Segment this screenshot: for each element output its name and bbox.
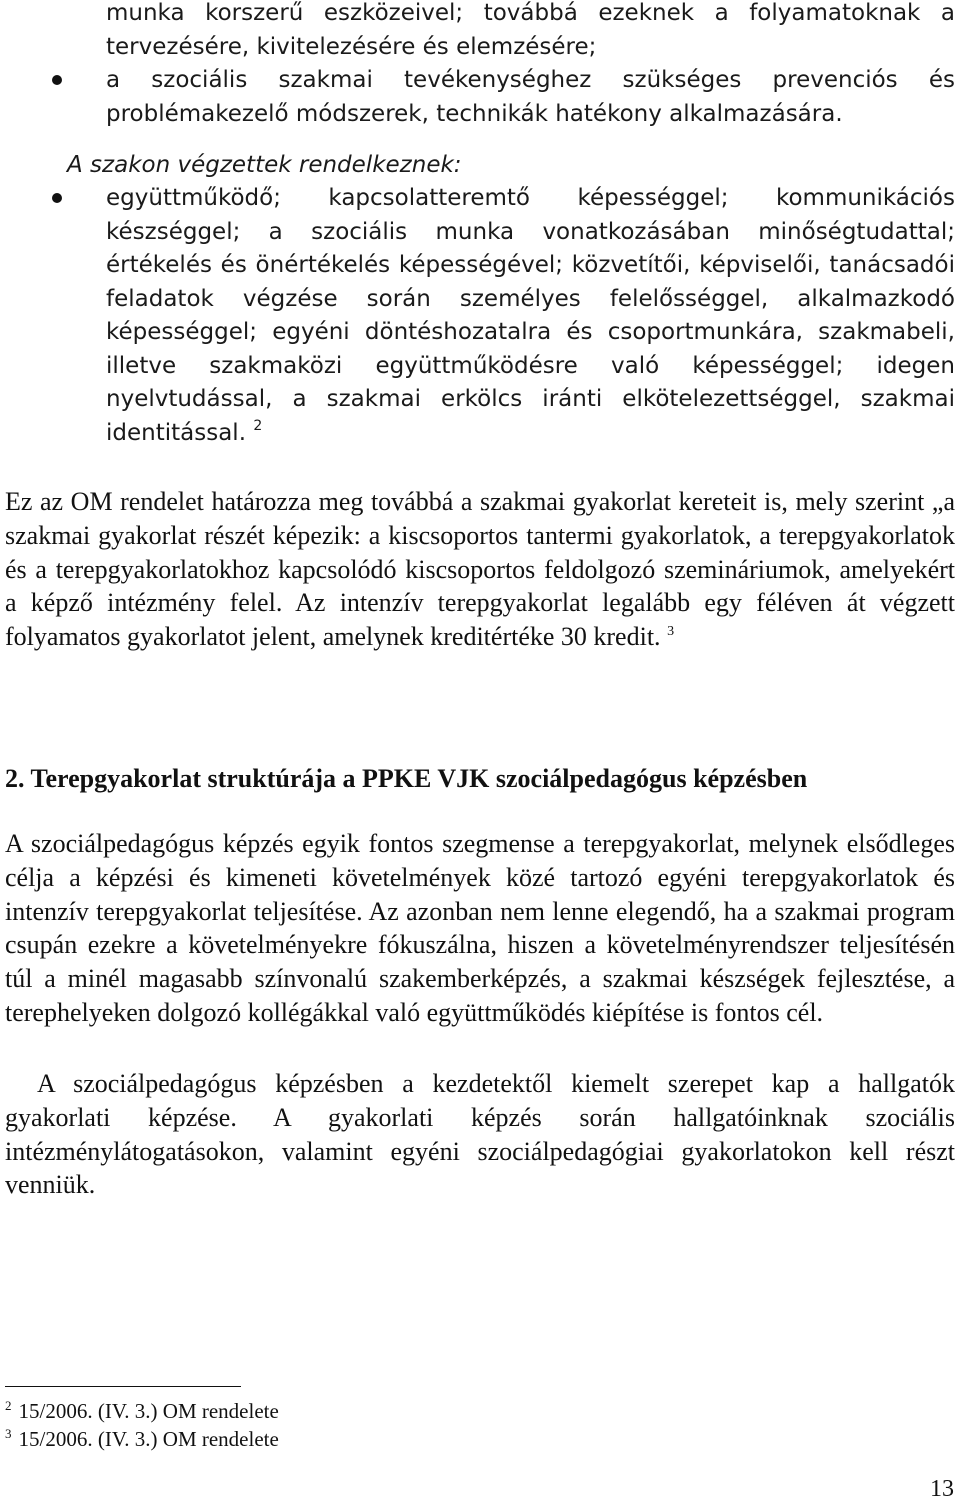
- intro-text: A szakon végzettek rendelkeznek:: [67, 152, 462, 178]
- footnote: [5, 1426, 279, 1452]
- footnote-divider: [5, 1386, 241, 1387]
- requirements-list-top: [0, 0, 955, 131]
- list-item-text: együttműködő; kapcsolatteremtő képességgel; kommunikációs készséggel; a szociális munka vonatkozásában minőségtudattal; értékelés és önértékelés képességével; közvetítői, képviselői, tanácsadói feladatok végzése során személyes felelősséggel, alkalmazkodó képességgel; egyéni döntéshozatalra és csoportmunkára, szakmabeli, illetve szakmaközi együttműködésre való képességgel; idegen nyelvtudással, a szakmai erkölcs iránti elkötelezettséggel, szakmai identitással.: [106, 185, 955, 446]
- footnote-number: 2: [5, 1398, 12, 1413]
- footnote-text: 15/2006. (IV. 3.) OM rendelete: [18, 1399, 279, 1423]
- footnote-ref: 2: [253, 417, 263, 434]
- footnote: [5, 1398, 279, 1424]
- footnote-text: 15/2006. (IV. 3.) OM rendelete: [18, 1427, 279, 1451]
- list-item: [0, 182, 955, 450]
- list-item-text: a szociális szakmai tevékenységhez szükséges prevenciós és problémakezelő módszerek, technikák hatékony alkalmazására.: [106, 67, 955, 127]
- list-item-continuation: [0, 0, 955, 64]
- paragraph-text: Ez az OM rendelet határozza meg továbbá a szakmai gyakorlat kereteit is, mely szerint „a szakmai gyakorlat részét képezik: a kiscsoportos tantermi gyakorlatok, a terepgyakorlatok és a terepgyakorlatokhoz kapcsolódó kiscsoportos feldolgozó szemináriumok, amelyekért a képző intézmény felel. Az intenzív terepgyakorlat legalább egy féléven át végzett folyamatos gyakorlatot jelent, amelynek kreditértéke 30 kredit.: [5, 487, 955, 652]
- requirements-list-bottom: [0, 182, 955, 450]
- om-decree-paragraph: [5, 485, 955, 654]
- graduates-intro: [0, 149, 955, 183]
- list-item: [0, 64, 955, 131]
- page-number: 13: [930, 1476, 954, 1502]
- body-paragraph: A szociálpedagógus képzésben a kezdetektől kiemelt szerepet kap a hallgatók gyakorlati képzése. A gyakorlati képzés során hallgatóinknak szociális intézménylátogatásokon, valamint egyéni szociálpedagógiai gyakorlatokon kell részt venniük.: [5, 1069, 955, 1200]
- body-paragraph: A szociálpedagógus képzés egyik fontos szegmense a terepgyakorlat, melynek elsődleges célja a képzési és kimeneti követelmények közé tartozó egyéni terepgyakorlatok és intenzív terepgyakorlat teljesítése. Az azonban nem lenne elegendő, ha a szakmai program csupán ezekre a követelményekre fókuszálna, hiszen a követelményrendszer teljesítésén túl a minél magasabb színvonalú szakemberképzés, a szakmai készségek fejlesztése, a terephelyeken dolgozó kollégákkal való együttműködés kiépítése is fontos cél.: [5, 829, 955, 1027]
- list-item-text: munka korszerű eszközeivel; továbbá ezeknek a folyamatoknak a tervezésére, kivitelezésére és elemzésére;: [106, 0, 955, 60]
- section-heading: 2. Terepgyakorlat struktúrája a PPKE VJK szociálpedagógus képzésben: [5, 764, 808, 793]
- footnote-ref: 3: [667, 624, 675, 640]
- footnote-number: 3: [5, 1426, 12, 1441]
- bullet-icon: [52, 193, 62, 203]
- bullet-icon: [52, 75, 62, 85]
